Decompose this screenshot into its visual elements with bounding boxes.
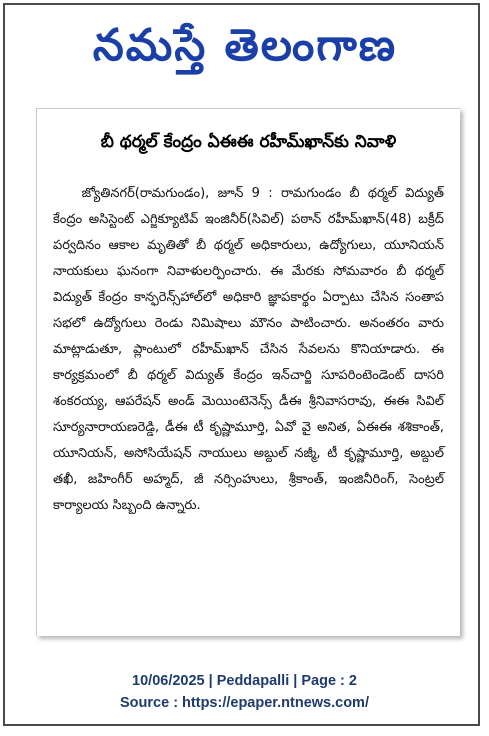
footer-source-link[interactable]: Source : https://epaper.ntnews.com/ [120, 695, 369, 711]
article-clipping [36, 108, 460, 636]
article-headline: బీ థర్మల్ కేంద్రం ఏఈఈ రహీమ్‌ఖాన్‌కు నివాళి [100, 132, 397, 152]
newspaper-masthead: నమస్తే తెలంగాణ [92, 20, 398, 71]
source-footer [0, 670, 489, 714]
article-body: జ్యోతినగర్(రామగుండం), జూన్ 9 : రామగుండం బీ థర్మల్ విద్యుత్ కేంద్రం అసిస్టెంట్ ఎగ్జిక్యూటివ్ ఇంజినీర్(సివిల్) పఠాన్ రహీమ్‌ఖాన్(48) బక్రీద్ పర్వదినం ఆకాల మృతితో బీ థర్మల్ అధికారులు, ఉద్యోగులు, యూనియన్ నాయకులు ఘనంగా నివాళులర్పించారు. ఈ మేరకు సోమవారం బీ థర్మల్ విద్యుత్ కేంద్రం కాన్ఫరెన్స్‌హాల్‌లో అధికారి జ్ఞాపకార్థం ఏర్పాటు చేసిన సంతాప సభలో ఉద్యోగులు రెండు నిమిషాలు మౌనం పాటించారు. అనంతరం వారు మాట్లాడుతూ, ప్లాంటులో రహీమ్‌ఖాన్ చేసిన సేవలను కొనియాడారు. ఈ కార్యక్రమంలో బీ థర్మల్ విద్యుత్ కేంద్రం ఇన్‌చార్జి సూపరింటెండెంట్ దాసరి శంకరయ్య, ఆపరేషన్ అండ్ మెయింటెనెన్స్ డీఈ శ్రీనివాసరావు, ఈఈ సివిల్ సూర్యనారాయణరెడ్డి, డీఈ టీ కృష్ణామూర్తి, ఏవో వై అనిత, ఏఈఈ శశికాంత్, యూనియన్, అసోసియేషన్ నాయులు అబ్దుల్ నజ్మీ, టీ కృష్ణామూర్తి, అబ్దుల్ తఖీ, జహింగీర్ అహ్మద్, జీ నర్సింహులు, శ్రీకాంత్, ఇంజినీరింగ్, సెంట్రల్ కార్యాలయ సిబ్బంది ఉన్నారు. [53, 186, 444, 513]
footer-date-edition-page: 10/06/2025 | Peddapalli | Page : 2 [132, 673, 357, 689]
